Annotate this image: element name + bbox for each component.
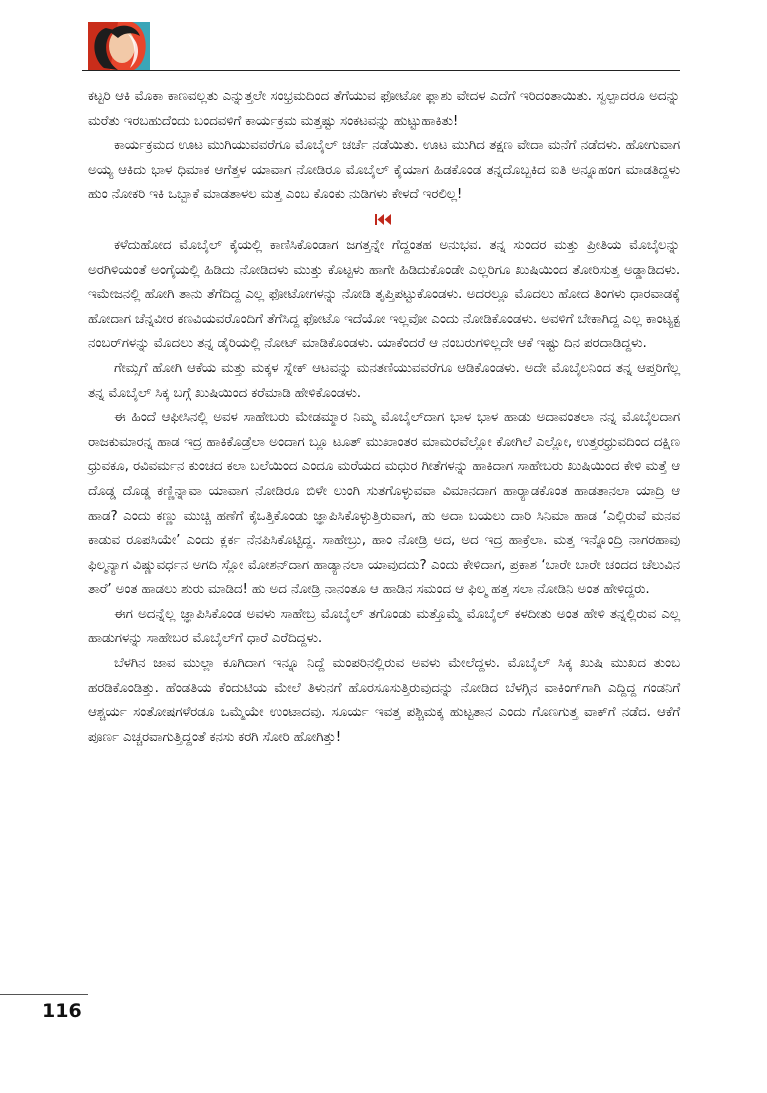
page-number: 116 (42, 1000, 82, 1022)
paragraph: ಕಳೆದುಹೋದ ಮೊಬೈಲ್ ಕೈಯಲ್ಲಿ ಕಾಣಿಸಿಕೊಂಡಾಗ ಜಗತ್ತನ್ನೇ ಗೆದ್ದಂತಹ ಅನುಭವ. ತನ್ನ ಸುಂದರ ಮತ್ತು ಪ್ರೀತಿಯ ಮೊಬೈಲನ್ನು ಅರಗಿಳಿಯಂತೆ ಅಂಗೈಯಲ್ಲಿ ಹಿಡಿದು ನೋಡಿದಳು ಮುತ್ತು ಕೊಟ್ಟಳು ಹಾಗೇ ಹಿಡಿದುಕೊಂಡೇ ಎಲ್ಲರಿಗೂ ಖುಷಿಯಿಂದ ತೋರಿಸುತ್ತ ಅಡ್ಡಾಡಿದಳು. ಇಮೇಜನಲ್ಲಿ ಹೋಗಿ ತಾನು ತೆಗೆದಿದ್ದ ಎಲ್ಲ ಫೋಟೋಗಳನ್ನು ನೋಡಿ ತೃಪ್ತಿಪಟ್ಟುಕೊಂಡಳು. ಅದರಲ್ಲೂ ಮೊದಲು ಹೋದ ತಿಂಗಳು ಧಾರವಾಡಕ್ಕೆ ಹೋದಾಗ ಚೆನ್ನವೀರ ಕಣವಿಯವರೊಂದಿಗೆ ತೆಗೆಸಿದ್ದ ಫೋಟೊ ಇದೆಯೋ ಇಲ್ಲವೋ ಎಂದು ನೋಡಿಕೊಂಡಳು. ಅವಳಿಗೆ ಬೇಕಾಗಿದ್ದ ಎಲ್ಲ ಕಾಂಟ್ಯಕ್ಟ ನಂಬರ್‌ಗಳನ್ನು ಮೊದಲು ತನ್ನ ಡೈರಿಯಲ್ಲಿ ನೋಟ್ ಮಾಡಿಕೊಂಡಳು. ಯಾಕೆಂದರೆ ಆ ನಂಬರುಗಳಿಲ್ಲದೇ ಆಕೆ ಇಷ್ಟು ದಿನ ಪರದಾಡಿದ್ದಳು. (88, 236, 680, 352)
paragraph: ಕಟ್ಟರಿ ಆಕಿ ಮೊಕಾ ಕಾಣವಲ್ಲತು ಎನ್ನುತ್ತಲೇ ಸಂಭ್ರಮದಿಂದ ತೆಗೆಯುವ ಫೋಟೋ ಫ್ಲಾಶು ವೇದಳ ಎದೆಗೆ ಇರಿದಂತಾಯಿತು. ಸ್ವಲ್ಪಾದರೂ ಅದನ್ನು ಮರೆತು ಇರಬಹುದೆಂದು ಬಂದವಳಿಗೆ ಕಾರ್ಯಕ್ರಮ ಮತ್ತಷ್ಟು ಸಂಕಟವನ್ನು ಹುಟ್ಟುಹಾಕಿತು! (88, 88, 680, 129)
paragraph: ಬೆಳಗಿನ ಜಾವ ಮುಲ್ಲಾ ಕೂಗಿದಾಗ ಇನ್ನೂ ನಿದ್ದೆ ಮಂಪರಿನಲ್ಲಿರುವ ಅವಳು ಮೇಲೆದ್ದಳು. ಮೊಬೈಲ್ ಸಿಕ್ಕ ಖುಷಿ ಮುಖದ ತುಂಬ ಹರಡಿಕೊಂಡಿತ್ತು. ಹೆಂಡತಿಯ ಕೆಂದುಟಿಯ ಮೇಲೆ ತಿಳುನಗೆ ಹೊರಸೂಸುತ್ತಿರುವುದನ್ನು ನೋಡಿದ ಬೆಳಗ್ಗಿನ ವಾಕಿಂಗ್‌ಗಾಗಿ ಎದ್ದಿದ್ದ ಗಂಡನಿಗೆ ಆಶ್ಚರ್ಯ ಸಂತೋಷಗಳೆರಡೂ ಒಮ್ಮೆಯೇ ಉಂಟಾದವು. ಸೂರ್ಯ ಇವತ್ತ ಪಶ್ಚಿಮಕ್ಕ ಹುಟ್ಟತಾನ ಎಂದು ಗೊಣಗುತ್ತ ವಾಕ್‌ಗೆ ನಡೆದ. ಆಕೆಗೆ ಪೂರ್ಣ ಎಚ್ಚರವಾಗುತ್ತಿದ್ದಂತೆ ಕನಸು ಕರಗಿ ಸೋರಿ ಹೋಗಿತ್ತು! (88, 655, 680, 745)
rewind-icon (375, 213, 393, 226)
footer-rule (0, 994, 88, 995)
paragraph: ಈಗ ಅದನ್ನೆಲ್ಲ ಜ್ಞಾಪಿಸಿಕೊಂಡ ಅವಳು ಸಾಹೇಬ್ರ ಮೊಬೈಲ್ ತಗೊಂಡು ಮತ್ತೊಮ್ಮೆ ಮೊಬೈಲ್ ಕಳದೀತು ಅಂತ ಹೇಳಿ ತನ್ನಲ್ಲಿರುವ ಎಲ್ಲ ಹಾಡುಗಳನ್ನು ಸಾಹೇಬರ ಮೊಬೈಲ್‌ಗೆ ಧಾರೆ ಎರೆದಿದ್ದಳು. (88, 605, 680, 647)
paragraph: ಗೇಮ್ಸಗೆ ಹೋಗಿ ಆಕೆಯ ಮತ್ತು ಮಕ್ಕಳ ಸ್ನೇಕ್ ಆಟವನ್ನು ಮನತಣಿಯುವವರೆಗೂ ಆಡಿಕೊಂಡಳು. ಅದೇ ಮೊಬೈಲನಿಂದ ತನ್ನ ಆಪ್ತರಿಗೆಲ್ಲ ತನ್ನ ಮೊಬೈಲ್ ಸಿಕ್ಕ ಬಗ್ಗೆ ಖುಷಿಯಿಂದ ಕರೆಮಾಡಿ ಹೇಳಿಕೊಂಡಳು. (88, 359, 680, 401)
story-body (88, 84, 680, 749)
section-separator (88, 207, 680, 233)
header-rule (82, 70, 680, 71)
paragraph: ಕಾರ್ಯಕ್ರಮದ ಊಟ ಮುಗಿಯುವವರೆಗೂ ಮೊಬೈಲ್ ಚರ್ಚೆ ನಡೆಯಿತು. ಊಟ ಮುಗಿದ ತಕ್ಷಣ ವೇದಾ ಮನೆಗೆ ನಡೆದಳು. ಹೋಗುವಾಗ ಅಯ್ಯ ಆಕಿದು ಭಾಳ ಧಿಮಾಕ ಆಗೆತ್ತಳ ಯಾವಾಗ ನೋಡಿರೂ ಮೊಬೈಲ್ ಕೈಯಾಗ ಹಿಡಕೊಂಡ ತನ್ನದೊಬ್ಬಕಿದ ಐತಿ ಅನ್ನೂಹಂಗ ಮಾಡತಿದ್ದಳು ಹುಂ ನೋಕರಿ ಇಕಿ ಒಬ್ಬಾಕೆ ಮಾಡತಾಳಲ ಮತ್ತ ಎಂಬ ಕೊಂಕು ನುಡಿಗಳು ಕೇಳದೆ ಇರಲಿಲ್ಲ! (88, 137, 680, 203)
paragraph: ಈ ಹಿಂದೆ ಆಫೀಸಿನಲ್ಲಿ ಅವಳ ಸಾಹೇಬರು ಮೇಡಮ್ಮಾರ ನಿಮ್ಮ ಮೊಬೈಲ್‌ದಾಗ ಭಾಳ ಭಾಳ ಹಾಡು ಅದಾವಂತಲಾ ನನ್ನ ಮೊಬೈಲದಾಗ ರಾಜಕುಮಾರನ್ನ ಹಾಡ ಇದ್ರ ಹಾಕಿಕೊಡ್ರೆಲಾ ಅಂದಾಗ ಬ್ಲೂ ಟೂತ್ ಮುಖಾಂತರ ಮಾಮರವೆಲ್ಲೋ ಕೋಗಿಲೆ ಎಲ್ಲೋ, ಉತ್ತರಧ್ರುವದಿಂದ ದಕ್ಷಿಣ ಧ್ರುವಕೂ, ರವಿವರ್ಮನ ಕುಂಚದ ಕಲಾ ಬಲೆಯಿಂದ ಎಂದೂ ಮರೆಯದ ಮಧುರ ಗೀತೆಗಳನ್ನು ಹಾಕಿದಾಗ ಸಾಹೇಬರು ಖುಷಿಯಿಂದ ಕೇಳಿ ಮತ್ತೆ ಆ ದೊಡ್ಡ ದೊಡ್ಡ ಕಣ್ಣಿನ್ನಾವಾ ಯಾವಾಗ ನೋಡಿರೂ ಬಿಳೇ ಲುಂಗಿ ಸುತಗೊಳ್ಳುವವಾ ವಿಮಾನದಾಗ ಹಾರ್‍ಯಾಡಕೊಂತ ಹಾಡತಾನಲಾ ಯಾದ್ರಿ ಆ ಹಾಡ? ಎಂದು ಕಣ್ಣು ಮುಚ್ಚಿ ಹಣೆಗೆ ಕೈಒತ್ತಿಕೊಂಡು ಜ್ಞಾಪಿಸಿಕೊಳ್ಳುತ್ತಿರುವಾಗ, ಹು ಅದಾ ಬಯಲು ದಾರಿ ಸಿನಿಮಾ ಹಾಡ ‘ಎಲ್ಲಿರುವೆ ಮನವ ಕಾಡುವ ರೂಪಸಿಯೇ’ ಎಂದು ಕ್ಲರ್ಕ ನೆನಪಿಸಿಕೊಟ್ಟಿದ್ದ. ಸಾಹೇಬ್ರು, ಹಾಂ ನೋಡ್ರಿ ಅದ, ಅದ ಇದ್ರ ಹಾಕ್ರೆಲಾ. ಮತ್ತ ಇನ್ನೊಂದ್ರಿ ನಾಗರಹಾವು ಫಿಲ್ಮನ್ಯಾಗ ವಿಷ್ಣುವರ್ಧನ ಅಗದಿ ಸ್ಲೋ ಮೋಶನ್‌ದಾಗ ಹಾಡ್ಯಾನಲಾ ಯಾವುದದು? ಎಂದು ಕೇಳಿದಾಗ, ಪ್ರಕಾಶ ‘ಬಾರೇ ಬಾರೇ ಚಂದದ ಚೆಲುವಿನ ತಾರೆ’ ಅಂತ ಹಾಡಲು ಶುರು ಮಾಡಿದ! ಹು ಅದ ನೋಡ್ರಿ ನಾನಂತೂ ಆ ಹಾಡಿನ ಸಮಂದ ಆ ಫಿಲ್ಮ ಹತ್ತ ಸಲಾ ನೋಡಿನಿ ಅಂತ ಹೇಳಿದ್ದರು. (88, 409, 680, 598)
woman-face-logo-icon (88, 22, 150, 70)
